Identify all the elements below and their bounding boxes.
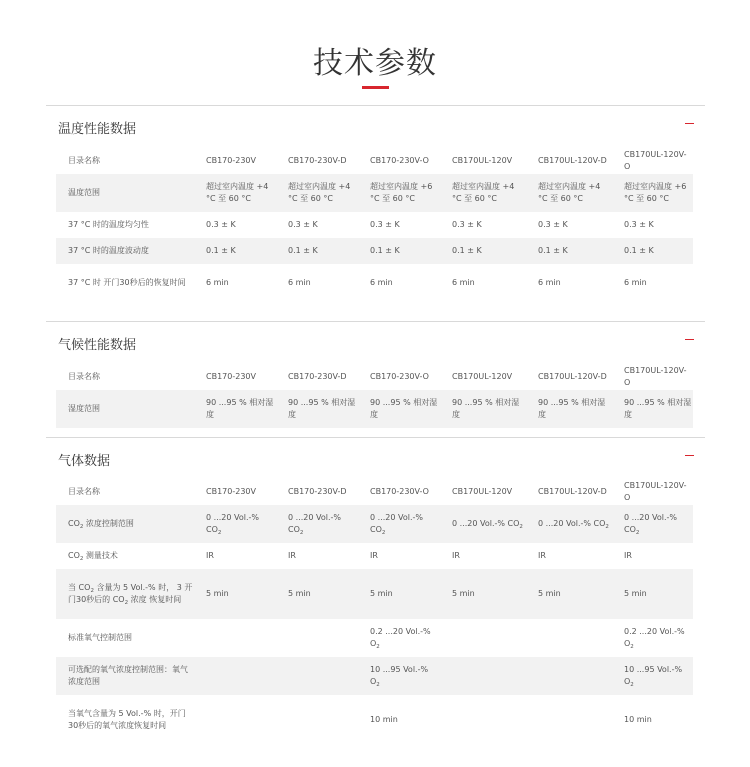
model-header: CB170UL-120V <box>452 371 513 381</box>
title-underline <box>362 86 389 89</box>
model-header: CB170-230V-D <box>288 371 347 381</box>
row-label: $CO_2$ 浓度控制范围 <box>56 505 194 543</box>
column-header-label: 目录名称 <box>68 486 100 496</box>
spec-value: 超过室内温度 +4 °C 至 60 °C <box>276 174 358 212</box>
spec-value: 0.3 ± K <box>538 220 568 229</box>
table-row <box>56 543 693 569</box>
table-row <box>56 212 693 238</box>
spec-value <box>440 657 526 695</box>
spec-value: 0.1 ± K <box>440 238 526 264</box>
model-header: CB170-230V <box>206 371 256 381</box>
spec-value: 0.1 ± K <box>526 238 612 264</box>
spec-value: 5 min <box>276 569 358 619</box>
column-header-label: 目录名称 <box>68 155 100 165</box>
spec-value: 5 min <box>526 569 612 619</box>
spec-value: 5 min <box>612 569 693 619</box>
spec-value: 0.1 ± K <box>194 238 276 264</box>
spec-value: 5 min <box>194 569 276 619</box>
model-header: CB170UL-120V-D <box>538 486 607 496</box>
table-row <box>56 238 693 264</box>
section-title: 气体数据 <box>58 454 111 469</box>
spec-value: 超过室内温度 +4 °C 至 60 °C <box>526 174 612 212</box>
table-header-row <box>56 147 693 174</box>
row-label: 37 °C 时的温度均匀性 <box>68 220 149 229</box>
table-row <box>56 657 693 695</box>
spec-value: 0.1 ± K <box>276 238 358 264</box>
spec-value: 超过室内温度 +6 °C 至 60 °C <box>612 174 693 212</box>
row-label: 温度范围 <box>56 174 194 212</box>
model-header: CB170UL-120V-O <box>624 365 687 387</box>
model-header: CB170UL-120V <box>452 155 513 165</box>
spec-value: 0 ...20 Vol.-% $CO_2$ <box>440 505 526 543</box>
spec-value <box>276 657 358 695</box>
spec-section <box>46 321 705 419</box>
table-row <box>56 619 693 657</box>
table-row <box>56 264 693 302</box>
row-label: 可选配的氧气浓度控制范围：氧气浓度范围 <box>56 657 194 695</box>
spec-value: 90 ...95 % 相对湿度 <box>276 390 358 428</box>
spec-value: 10 min <box>370 715 398 724</box>
column-header-label: 目录名称 <box>68 371 100 381</box>
row-label: 37 °C 时的温度波动度 <box>56 238 194 264</box>
section-header[interactable] <box>46 438 705 476</box>
table-row <box>56 505 693 543</box>
table-row <box>56 569 693 619</box>
spec-value: 6 min <box>370 278 393 287</box>
collapse-icon[interactable] <box>685 455 694 456</box>
spec-value: 0.1 ± K <box>612 238 693 264</box>
spec-value <box>526 657 612 695</box>
model-header: CB170UL-120V <box>452 486 513 496</box>
spec-table <box>56 147 693 302</box>
spec-value: 5 min <box>440 569 526 619</box>
spec-value: 6 min <box>288 278 311 287</box>
spec-value: 0.3 ± K <box>624 220 654 229</box>
model-header: CB170UL-120V-D <box>538 155 607 165</box>
section-title: 气候性能数据 <box>58 338 137 353</box>
model-header: CB170-230V-O <box>370 155 429 165</box>
spec-section <box>46 105 705 287</box>
model-header: CB170UL-120V-O <box>624 480 687 502</box>
spec-value <box>440 619 526 657</box>
page-title: 技术参数 <box>313 46 437 81</box>
spec-value: 超过室内温度 +4 °C 至 60 °C <box>194 174 276 212</box>
table-row <box>56 695 693 745</box>
row-label: 湿度范围 <box>56 390 194 428</box>
spec-value <box>194 619 276 657</box>
spec-value: 超过室内温度 +6 °C 至 60 °C <box>358 174 440 212</box>
spec-value: 90 ...95 % 相对湿度 <box>358 390 440 428</box>
spec-value: 0.1 ± K <box>358 238 440 264</box>
row-label: 当氧气含量为 5 Vol.-% 时，开门30秒后的氧气浓度恢复时间 <box>68 709 186 730</box>
spec-value: 0 ...20 Vol.-% $CO_2$ <box>358 505 440 543</box>
spec-value <box>526 695 612 745</box>
model-header: CB170-230V-D <box>288 486 347 496</box>
table-row <box>56 390 693 428</box>
spec-value: 0 ...20 Vol.-% $CO_2$ <box>194 505 276 543</box>
model-header: CB170UL-120V-O <box>624 149 687 171</box>
row-label: 当 $CO_2$ 含量为 5 Vol.-% 时， 3 开门30秒后的 $CO_2$ 浓度 恢复时间 <box>56 569 194 619</box>
spec-table <box>56 478 693 745</box>
spec-section <box>46 437 705 730</box>
model-header: CB170-230V <box>206 155 256 165</box>
model-header: CB170UL-120V-D <box>538 371 607 381</box>
collapse-icon[interactable] <box>685 123 694 124</box>
model-header: CB170-230V-D <box>288 155 347 165</box>
spec-value: 90 ...95 % 相对湿度 <box>526 390 612 428</box>
spec-value <box>276 695 358 745</box>
row-label: 37 °C 时 开门30秒后的恢复时间 <box>68 278 186 287</box>
spec-value: 6 min <box>452 278 475 287</box>
table-row <box>56 174 693 212</box>
row-label: 标准氧气控制范围 <box>68 633 132 642</box>
spec-value: 10 ...95 Vol.-% $O_2$ <box>358 657 440 695</box>
spec-value: IR <box>288 551 296 560</box>
model-header: CB170-230V-O <box>370 486 429 496</box>
spec-value <box>194 657 276 695</box>
model-header: CB170-230V-O <box>370 371 429 381</box>
spec-value: 0.3 ± K <box>370 220 400 229</box>
spec-value: 10 min <box>624 715 652 724</box>
spec-value: 0.2 ...20 Vol.-% $O_2$ <box>370 627 431 650</box>
spec-value: 90 ...95 % 相对湿度 <box>612 390 693 428</box>
spec-value <box>194 695 276 745</box>
table-header-row <box>56 478 693 505</box>
spec-value: IR <box>452 551 460 560</box>
section-title: 温度性能数据 <box>58 122 137 137</box>
spec-value: 5 min <box>358 569 440 619</box>
row-label: $CO_2$ 测量技术 <box>68 551 118 562</box>
spec-value: 6 min <box>624 278 647 287</box>
spec-value: 0 ...20 Vol.-% $CO_2$ <box>526 505 612 543</box>
section-header[interactable] <box>46 322 705 360</box>
spec-value: 超过室内温度 +4 °C 至 60 °C <box>440 174 526 212</box>
spec-value: 0.3 ± K <box>288 220 318 229</box>
spec-value: 6 min <box>538 278 561 287</box>
spec-value: 0.2 ...20 Vol.-% $O_2$ <box>624 627 685 650</box>
spec-value <box>276 619 358 657</box>
collapse-icon[interactable] <box>685 339 694 340</box>
spec-value: 90 ...95 % 相对湿度 <box>440 390 526 428</box>
spec-value: IR <box>624 551 632 560</box>
spec-value <box>440 695 526 745</box>
spec-value: IR <box>370 551 378 560</box>
section-header[interactable] <box>46 106 705 144</box>
spec-value: IR <box>538 551 546 560</box>
spec-value: 0.3 ± K <box>206 220 236 229</box>
spec-value: 90 ...95 % 相对湿度 <box>194 390 276 428</box>
spec-value: 0 ...20 Vol.-% $CO_2$ <box>612 505 693 543</box>
model-header: CB170-230V <box>206 486 256 496</box>
spec-value: 10 ...95 Vol.-% $O_2$ <box>612 657 693 695</box>
spec-value: 6 min <box>206 278 229 287</box>
table-header-row <box>56 363 693 390</box>
spec-value: IR <box>206 551 214 560</box>
spec-value: 0 ...20 Vol.-% $CO_2$ <box>276 505 358 543</box>
spec-value <box>526 619 612 657</box>
spec-table <box>56 363 693 428</box>
spec-value: 0.3 ± K <box>452 220 482 229</box>
